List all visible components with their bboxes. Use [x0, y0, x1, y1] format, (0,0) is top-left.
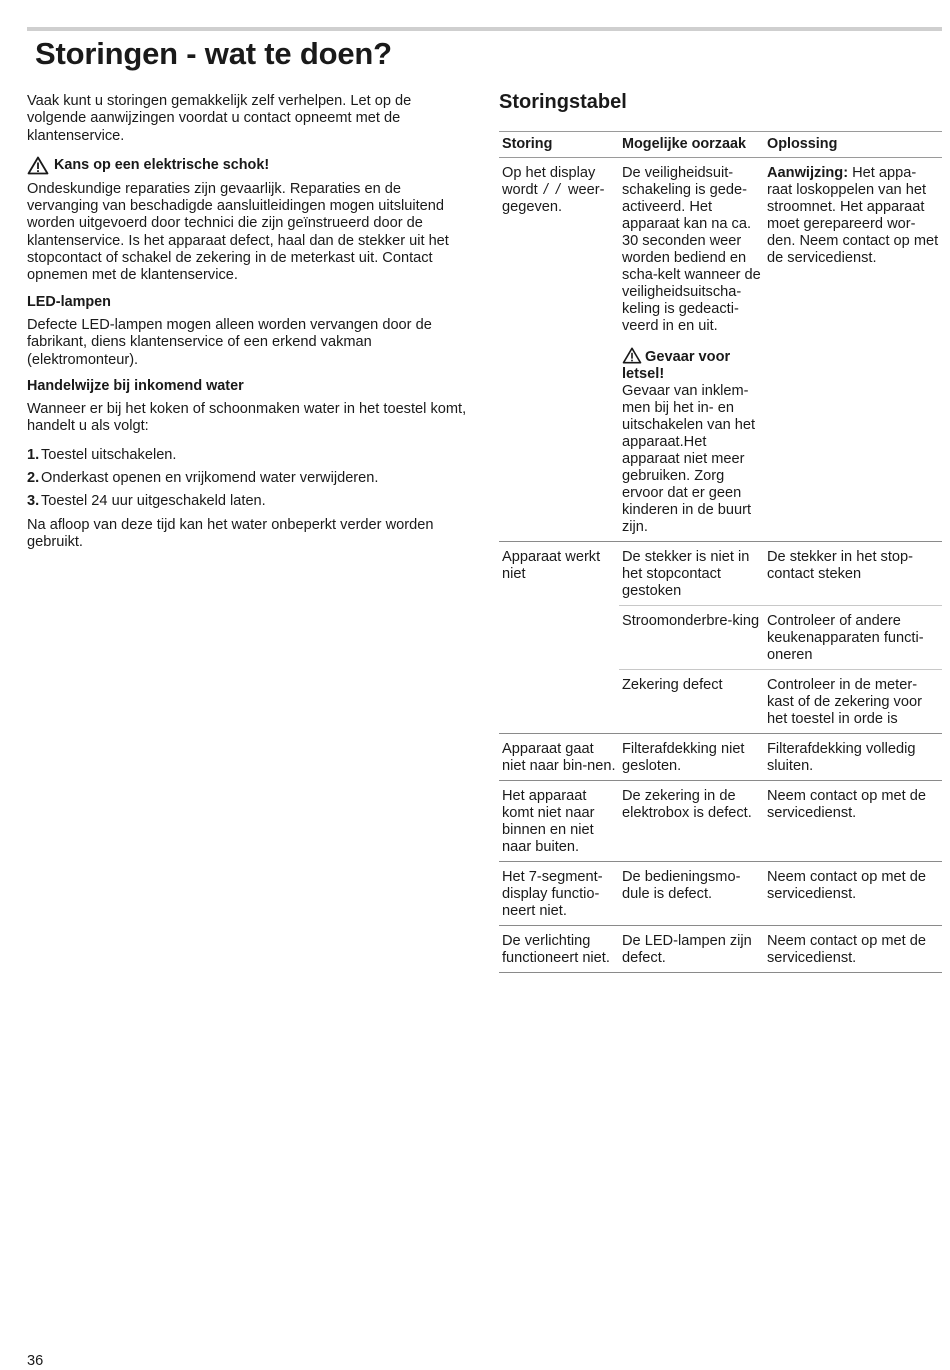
warning-triangle-icon — [622, 347, 642, 364]
table-row — [499, 158, 942, 542]
table-row — [499, 781, 942, 862]
column-header-storing: Storing — [499, 132, 619, 158]
cell-oorzaak: De LED-lampen zijn defect. — [619, 926, 764, 973]
cell-storing: Het apparaat komt niet naar binnen en niet naar buiten. — [499, 781, 619, 862]
water-text: Wanneer er bij het koken of schoonmaken water in het toestel komt, handelt u als volgt: — [27, 401, 467, 435]
table-header-row — [499, 132, 942, 158]
table-row — [499, 926, 942, 973]
injury-warning-heading: Gevaar voor letsel! — [622, 349, 731, 382]
step-item: 3. Toestel 24 uur uitgeschakeld laten. — [27, 493, 266, 510]
display-symbol: / / — [543, 182, 562, 198]
left-column — [27, 93, 469, 551]
cell-oplossing: Neem contact op met de servicedienst. — [764, 926, 942, 973]
step-item: 2. Onderkast openen en vrijkomend water verwijderen. — [27, 470, 379, 487]
cell-oorzaak: De stekker is niet in het stopcontact gestoken — [619, 542, 764, 606]
note-label: Aanwijzing: — [767, 165, 849, 181]
table-row — [499, 734, 942, 781]
right-column — [499, 91, 942, 973]
intro-text: Vaak kunt u storingen gemakkelijk zelf verhelpen. Let op de volgende aanwijzingen voordat u contact opneemt met de klantenservice. — [27, 93, 412, 144]
page-number: 36 — [27, 1353, 44, 1369]
step-note: Na afloop van deze tijd kan het water onbeperkt verder worden gebruikt. — [27, 516, 434, 550]
cell-storing: Apparaat werkt niet — [499, 542, 619, 734]
shock-warning-text: Ondeskundige reparaties zijn gevaarlijk. Reparaties en de vervanging van beschadigde aansluitleidingen mogen uitsluitend worden uitgevoerd door technici die zijn geïnstrueerd door de klantenservice. Is het apparaat defect, haal dan de stekker uit het stopcontact of schakel de zekering in de meterkast uit. Contact opnemen met de klantenservice. — [27, 180, 449, 284]
cell-oplossing: Aanwijzing: Het appa-raat loskoppelen van het stroomnet. Het apparaat moet gerepareerd wor-den. Neem contact op met de servicedienst. — [764, 158, 942, 542]
led-heading: LED-lampen — [27, 293, 111, 310]
table-title: Storingstabel — [499, 91, 627, 113]
cell-storing: Op het display wordt / / weer-gegeven. — [499, 158, 619, 542]
step-item: 1. Toestel uitschakelen. — [27, 446, 177, 463]
step-list — [27, 447, 469, 511]
cell-oorzaak: De bedieningsmo-dule is defect. — [619, 862, 764, 926]
injury-warning-text: Gevaar van inklem-men bij het in- en uitschakelen van het apparaat.Het apparaat niet meer gebruiken. Zorg ervoor dat er geen kinderen in de buurt zijn. — [622, 383, 756, 535]
cell-storing: De verlichting functioneert niet. — [499, 926, 619, 973]
water-heading: Handelwijze bij inkomend water — [27, 377, 244, 394]
cell-oorzaak: Filterafdekking niet gesloten. — [619, 734, 764, 781]
cell-oplossing: Controleer in de meter-kast of de zekering voor het toestel in orde is — [764, 670, 942, 734]
cell-oorzaak: De veiligheidsuit-schakeling is gede-activeerd. Het apparaat kan na ca. 30 seconden weer worden bediend en scha-kelt wanneer de veiligheidsuitscha-keling is gedeacti-veerd in en uit. Gevaar voor letsel! Gevaar van inklem-men bij het in- en uitschakelen van het apparaat.Het apparaat niet meer gebruiken. Zorg ervoor dat er geen kinderen in de buurt zijn. — [619, 158, 764, 542]
top-rule — [27, 27, 942, 31]
fault-table — [499, 131, 942, 973]
shock-warning-title: Kans op een elektrische schok! — [54, 156, 270, 173]
cell-storing: Het 7-segment-display functio-neert niet. — [499, 862, 619, 926]
cell-oplossing: Filterafdekking volledig sluiten. — [764, 734, 942, 781]
column-header-oplossing: Oplossing — [764, 132, 942, 158]
cell-oplossing: Neem contact op met de servicedienst. — [764, 862, 942, 926]
led-text: Defecte LED-lampen mogen alleen worden vervangen door de fabrikant, diens klantenservice of een erkend vakman (elektromonteur). — [27, 316, 432, 368]
cell-oplossing: De stekker in het stop-contact steken — [764, 542, 942, 606]
warning-triangle-icon — [27, 156, 49, 175]
page-title: Storingen - wat te doen? — [35, 36, 392, 71]
cell-oplossing: Controleer of andere keukenapparaten functi-oneren — [764, 606, 942, 670]
shock-warning-heading — [27, 156, 469, 175]
cell-oorzaak: De zekering in de elektrobox is defect. — [619, 781, 764, 862]
cell-storing: Apparaat gaat niet naar bin-nen. — [499, 734, 619, 781]
table-row — [499, 542, 942, 606]
column-header-oorzaak: Mogelijke oorzaak — [619, 132, 764, 158]
cell-oorzaak: Stroomonderbre-king — [619, 606, 764, 670]
cell-oorzaak: Zekering defect — [619, 670, 764, 734]
cell-oplossing: Neem contact op met de servicedienst. — [764, 781, 942, 862]
table-row — [499, 862, 942, 926]
